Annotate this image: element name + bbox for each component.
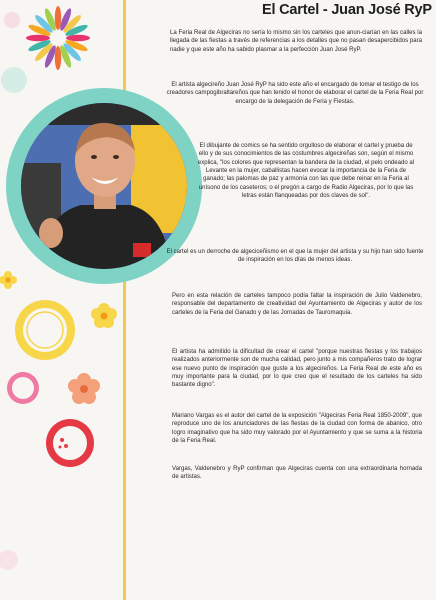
orange-flower-icon bbox=[68, 373, 100, 404]
paragraph-8: Vargas, Valdenebro y RyP confirman que Algeciras cuenta con una extraordinaria hornada de artistas. bbox=[172, 466, 422, 481]
pink-dot-icon bbox=[4, 12, 20, 28]
photo-portrait bbox=[21, 103, 187, 269]
fan-petal bbox=[55, 6, 61, 30]
pink-dot-icon bbox=[0, 550, 18, 570]
fan-petal bbox=[26, 35, 50, 41]
paragraph-7: Mariano Vargas es el autor del cartel de la exposición "Algeciras Feria Real 1850-2009", que reproduce uno de los anunciadores de las fiestas de la ciudad con forma de abanico, otro logro imaginativo que ha sido muy valorado por el Ayuntamiento y que se suma a la historia de la Feria Real. bbox=[172, 413, 422, 445]
paragraph-2: El artista algecireño Juan José RyP ha sido este año el encargado de tomar el testigo de los creadores campogibraltareños que han tenido el honor de elaborar el cartel de la Feria Real por encargo de la delegación de Feria y Fiestas. bbox=[166, 82, 424, 105]
fan-center bbox=[51, 31, 65, 45]
yellow-flower-icon bbox=[91, 303, 117, 328]
fan-petal bbox=[66, 35, 90, 41]
pink-ring-icon bbox=[7, 372, 39, 404]
yellow-flower-icon bbox=[0, 271, 17, 289]
paragraph-5: Pero en esta relación de carteles tampoco podía faltar la inspiración de Julio Valdenebro, responsable del departamento de creatividad del Ayuntamiento de Algeciras y autor de los carteles de la Feria del Ganado y de las Jornadas de Tauromaquia. bbox=[172, 293, 422, 316]
paragraph-1: La Feria Real de Algeciras no sería lo mismo sin los carteles que anun-ciarían en las calles la llegada de las fiestas a través de referencias a los detalles que no pasan desapercibidos para nadie y que este año ha sabido plasmar a la perfección Juan José RyP. bbox=[170, 30, 422, 53]
flower-fan-icon bbox=[26, 6, 90, 70]
paragraph-4: El cartel es un derroche de algeciceñismo en el que la mujer del artista y su hijo han sido fuente de inspiración en los días de menos ideas. bbox=[166, 249, 424, 264]
teal-dot-icon bbox=[1, 67, 27, 93]
red-ring-icon bbox=[46, 419, 94, 467]
page-title: El Cartel - Juan José RyP bbox=[262, 2, 432, 18]
yellow-ring-icon bbox=[15, 300, 75, 360]
paragraph-3: El dibujante de comics se ha sentido orgulloso de elaborar el cartel y prueba de ello y de sus conocimientos de las costumbres algecireñas son, según el mismo explica, "los colores que representan la bandera de la ciudad, el pelo ondeado al Levante en la mujer, caballistas hacen evocar la importancia de la Feria de ganado; las palomas de paz y armonía con las que debe reinar en la Feria al unísono de los caseteros; o el pregón a cargo de Radio Algeciras, por lo que las letras están flanqueadas por dos claves de sol". bbox=[197, 143, 415, 200]
paragraph-6: El artista ha admitido la dificultad de crear el cartel "porque nuestras fiestas y los trabajos realizados anteriormente son de mucha calidad, pero junto a mis compañeros trato de lograr ese nuevo punto de inspiración que guste a los algecireños. La Feria Real de este año es muy importante para la ciudad, por lo que creo que el resultado de los carteles ha sido bastante digno". bbox=[172, 349, 422, 389]
fan-petal bbox=[55, 46, 61, 70]
